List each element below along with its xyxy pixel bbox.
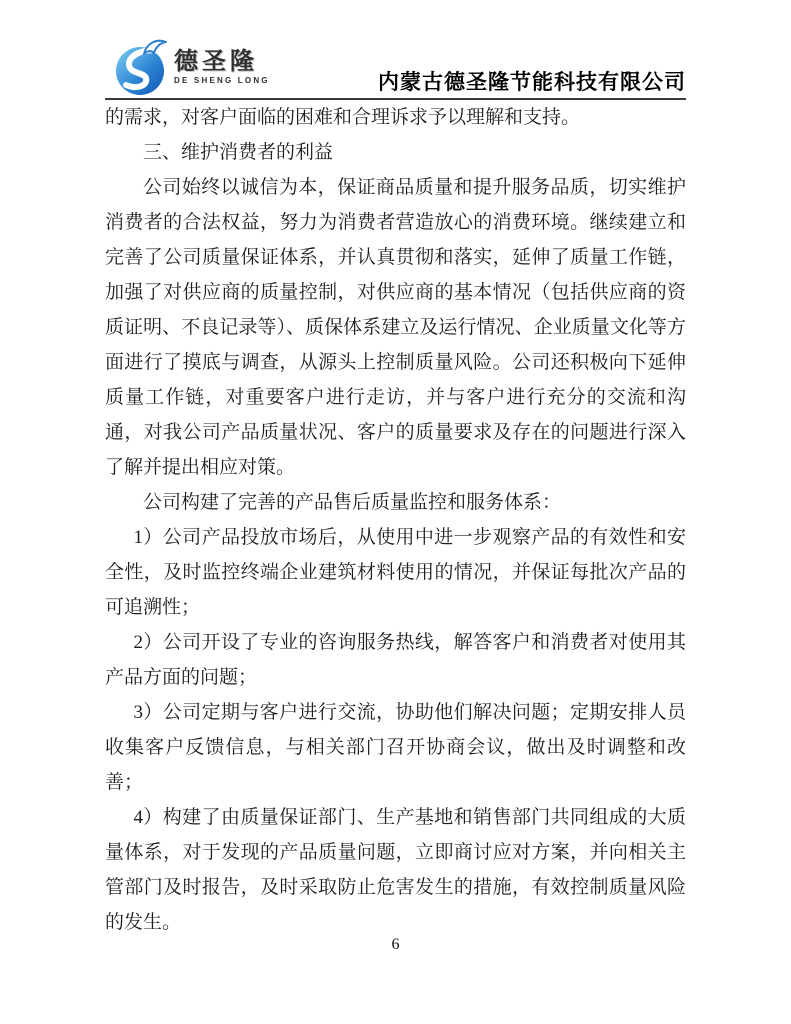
page-footer [0, 936, 791, 954]
page-number: 6 [391, 936, 400, 953]
logo-name-english: DE SHENG LONG [174, 76, 270, 85]
paragraph-continuation: 的需求，对客户面临的困难和合理诉求予以理解和支持。 [105, 107, 581, 128]
logo-text [174, 50, 270, 85]
list-item-2: 2）公司开设了专业的咨询服务热线，解答客户和消费者对使用其产品方面的问题； [105, 632, 686, 688]
list-item-1: 1）公司产品投放市场后，从使用中进一步观察产品的有效性和安全性，及时监控终端企业建筑材料使用的情况，并保证每批次产品的可追溯性； [105, 527, 686, 618]
document-body [105, 100, 686, 940]
list-item-4: 4）构建了由质量保证部门、生产基地和销售部门共同组成的大质量体系，对于发现的产品质量问题，立即商讨应对方案，并向相关主管部门及时报告，及时采取防止危害发生的措施，有效控制质量风险的发生。 [105, 807, 686, 933]
list-item-3: 3）公司定期与客户进行交流，协助他们解决问题；定期安排人员收集客户反馈信息，与相关部门召开协商会议，做出及时调整和改善； [105, 702, 686, 793]
paragraph: 公司构建了完善的产品售后质量监控和服务体系： [143, 492, 562, 513]
logo-name-chinese: 德圣隆 [174, 48, 258, 75]
paragraph: 公司始终以诚信为本，保证商品质量和提升服务品质，切实维护消费者的合法权益，努力为消费者营造放心的消费环境。继续建立和完善了公司质量保证体系，并认真贯彻和落实，延伸了质量工作链，加强了对供应商的质量控制，对供应商的基本情况（包括供应商的资质证明、不良记录等）、质保体系建立及运行情况、企业质量文化等方面进行了摸底与调查，从源头上控制质量风险。公司还积极向下延伸质量工作链，对重要客户进行走访，并与客户进行充分的交流和沟通，对我公司产品质量状况、客户的质量要求及存在的问题进行深入了解并提出相应对策。 [105, 177, 686, 478]
company-name: 内蒙古德圣隆节能科技有限公司 [378, 70, 686, 94]
section-heading: 三、维护消费者的利益 [143, 142, 334, 163]
dragon-sphere-logo-icon [116, 38, 168, 96]
company-logo [116, 38, 270, 96]
